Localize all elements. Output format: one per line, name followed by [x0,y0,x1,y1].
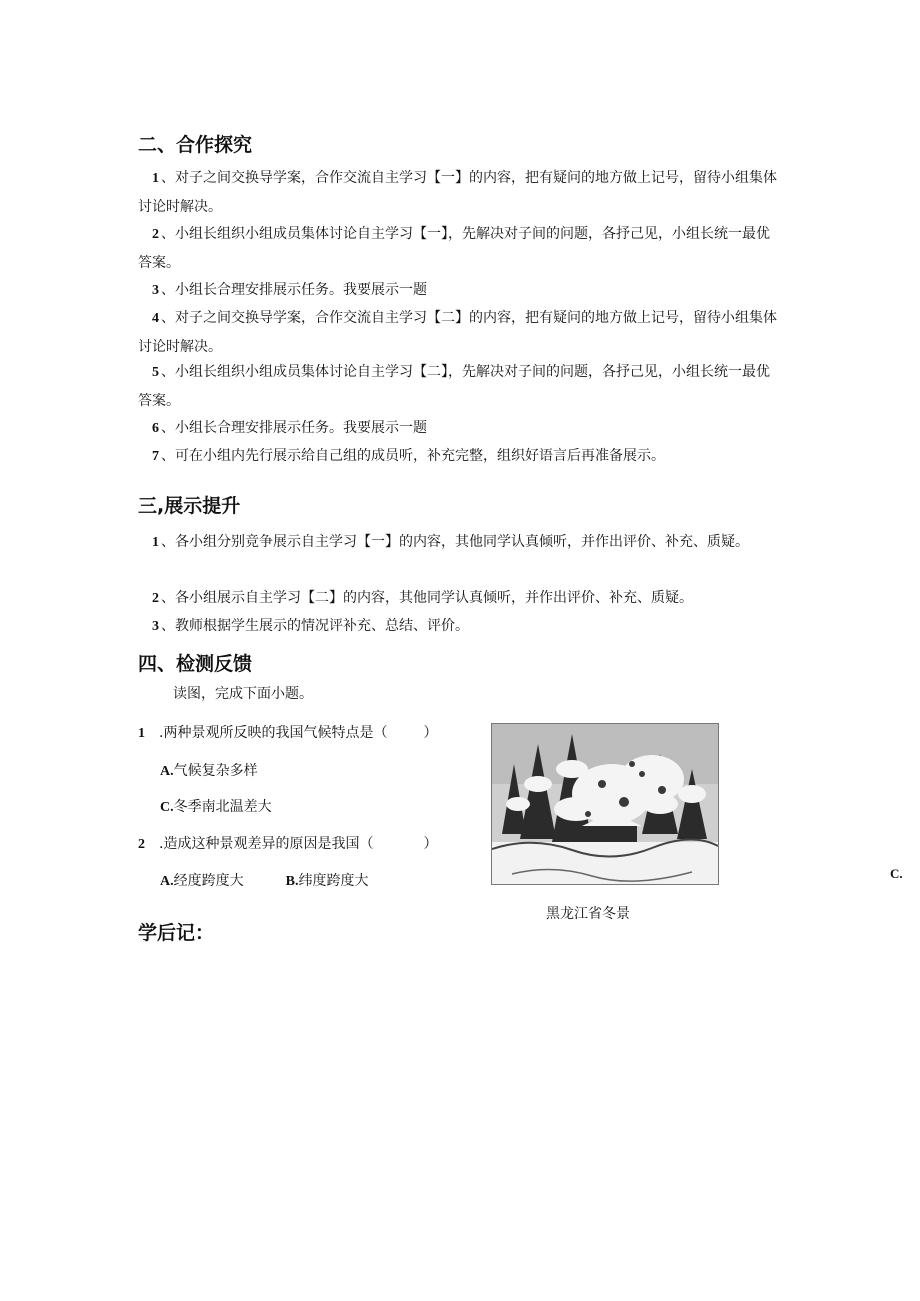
q1-option-c [160,796,272,816]
item-number: 4 [152,311,159,326]
item-text: 、小组长合理安排展示任务。我要展示一题 [161,420,427,436]
item-text: 、小组长组织小组成员集体讨论自主学习【二】，先解决对子间的问题，各抒己见，小组长统一最优答案。 [138,364,770,409]
stray-option-label: C. [890,866,903,881]
question-number: 1 [138,726,145,741]
section-heading-cooperation: 二、合作探究 [138,134,253,156]
question-2 [138,833,437,853]
list-item [138,612,783,641]
list-item [138,528,783,557]
question-number: 2 [138,837,145,852]
option-text: 气候复杂多样 [173,763,258,779]
item-number: 5 [152,365,159,380]
option-key: A. [160,874,174,889]
item-text: 、可在小组内先行展示给自己组的成员听，补充完整，组织好语言后再准备展示。 [161,448,665,464]
list-item [138,164,783,221]
answer-bracket-close: ） [423,725,438,741]
q1-option-a [160,760,258,780]
winter-landscape-image [491,723,719,885]
question-1 [138,722,437,742]
snow-scene-illustration [492,724,718,884]
item-number: 6 [152,421,159,436]
item-number: 7 [152,449,159,464]
answer-bracket-close: ） [423,836,438,852]
item-text: 、对子之间交换导学案，合作交流自主学习【二】的内容，把有疑问的地方做上记号，留待小组集体讨论时解决。 [138,310,777,355]
item-text: 、各小组展示自主学习【二】的内容，其他同学认真倾听，并作出评价、补充、质疑。 [161,590,693,606]
option-key: A. [160,764,174,779]
image-caption: 黑龙江省冬景 [546,906,630,922]
item-text: 、小组长合理安排展示任务。我要展示一题 [161,282,427,298]
assessment-intro: 读图，完成下面小题。 [173,686,313,702]
q2-options [160,870,368,890]
section-heading-assessment: 四、检测反馈 [138,653,253,675]
list-item [138,276,783,305]
item-text: 、教师根据学生展示的情况评补充、总结、评价。 [161,618,469,634]
item-number: 3 [152,619,159,634]
section-heading-presentation: 三,展示提升 [138,495,241,517]
list-item [138,442,783,471]
option-text: 经度跨度大 [173,873,244,889]
question-text: .造成这种景观差异的原因是我国（ [159,836,374,852]
section-heading-reflection: 学后记： [138,922,215,944]
option-text: 纬度跨度大 [298,873,369,889]
option-key: B. [285,874,299,889]
item-number: 2 [152,227,159,242]
item-number: 3 [152,283,159,298]
item-number: 1 [152,535,159,550]
list-item [138,358,783,415]
list-item [138,414,783,443]
question-text: .两种景观所反映的我国气候特点是（ [159,725,388,741]
list-item [138,220,783,277]
item-number: 1 [152,171,159,186]
item-text: 、小组长组织小组成员集体讨论自主学习【一】，先解决对子间的问题，各抒己见，小组长统一最优答案。 [138,226,770,271]
list-item [138,304,783,361]
list-item [138,584,783,613]
option-key: C. [160,800,174,815]
option-text: 冬季南北温差大 [173,799,272,815]
item-text: 、对子之间交换导学案，合作交流自主学习【一】的内容，把有疑问的地方做上记号，留待小组集体讨论时解决。 [138,170,777,215]
item-text: 、各小组分别竞争展示自主学习【一】的内容，其他同学认真倾听，并作出评价、补充、质疑。 [161,534,749,550]
item-number: 2 [152,591,159,606]
